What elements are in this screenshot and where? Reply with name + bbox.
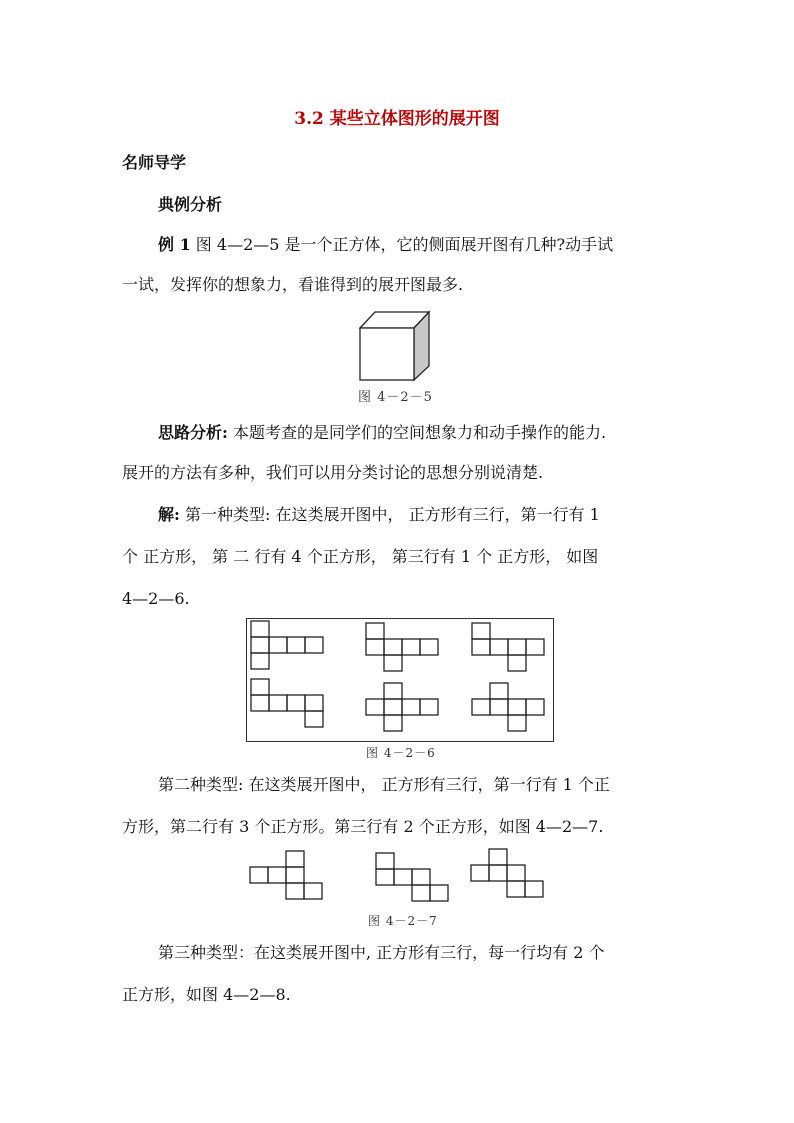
subsection-heading: 典例分析 <box>158 195 223 214</box>
type2-line2: 方形，第二行有 3 个正方形。第三行有 2 个正方形，如图 4—2—7. <box>122 817 604 836</box>
solution-line3: 4—2—6. <box>122 589 190 608</box>
section-heading: 名师导学 <box>122 153 187 172</box>
solution-label: 解: <box>158 505 180 524</box>
example1-line2: 一试，发挥你的想象力，看谁得到的展开图最多. <box>122 275 464 294</box>
type3-line1: 第三种类型：在这类展开图中, 正方形有三行，每一行均有 2 个 <box>158 943 605 962</box>
type3-line2: 正方形，如图 4—2—8. <box>122 985 291 1004</box>
net-4 <box>250 678 325 728</box>
example1-text: 图 4—2—5 是一个正方体，它的侧面展开图有几种?动手试 <box>190 235 614 254</box>
analysis-line1 <box>158 420 718 446</box>
solution-line2: 个 正方形， 第 二 行有 4 个正方形， 第三行有 1 个 正方形， 如图 <box>122 547 599 566</box>
net-5 <box>365 682 440 732</box>
analysis-label: 思路分析: <box>158 423 228 442</box>
net-9 <box>470 848 550 900</box>
solution-line1 <box>158 502 718 528</box>
net-1 <box>250 620 325 670</box>
example1-line1 <box>158 232 718 258</box>
net-8 <box>375 852 455 904</box>
net-6 <box>471 682 546 732</box>
net-2 <box>365 622 440 672</box>
analysis-line2: 展开的方法有多种，我们可以用分类讨论的思想分别说清楚. <box>122 463 544 482</box>
cube-caption: 图 4－2－5 <box>358 390 433 405</box>
figure-4-2-7-caption: 图 4－2－7 <box>368 914 438 928</box>
type2-line1: 第二种类型: 在这类展开图中， 正方形有三行，第一行有 1 个正 <box>158 775 610 794</box>
analysis-text: 本题考查的是同学们的空间想象力和动手操作的能力. <box>227 423 607 442</box>
cube-figure <box>355 308 435 378</box>
figure-4-2-6-caption: 图 4－2－6 <box>366 746 436 760</box>
example-label: 例 1 <box>158 235 191 254</box>
solution-text: 第一种类型: 在这类展开图中， 正方形有三行，第一行有 1 <box>179 505 600 524</box>
net-3 <box>471 622 546 672</box>
net-7 <box>249 850 329 902</box>
page-title: 3.2 某些立体图形的展开图 <box>294 109 500 129</box>
